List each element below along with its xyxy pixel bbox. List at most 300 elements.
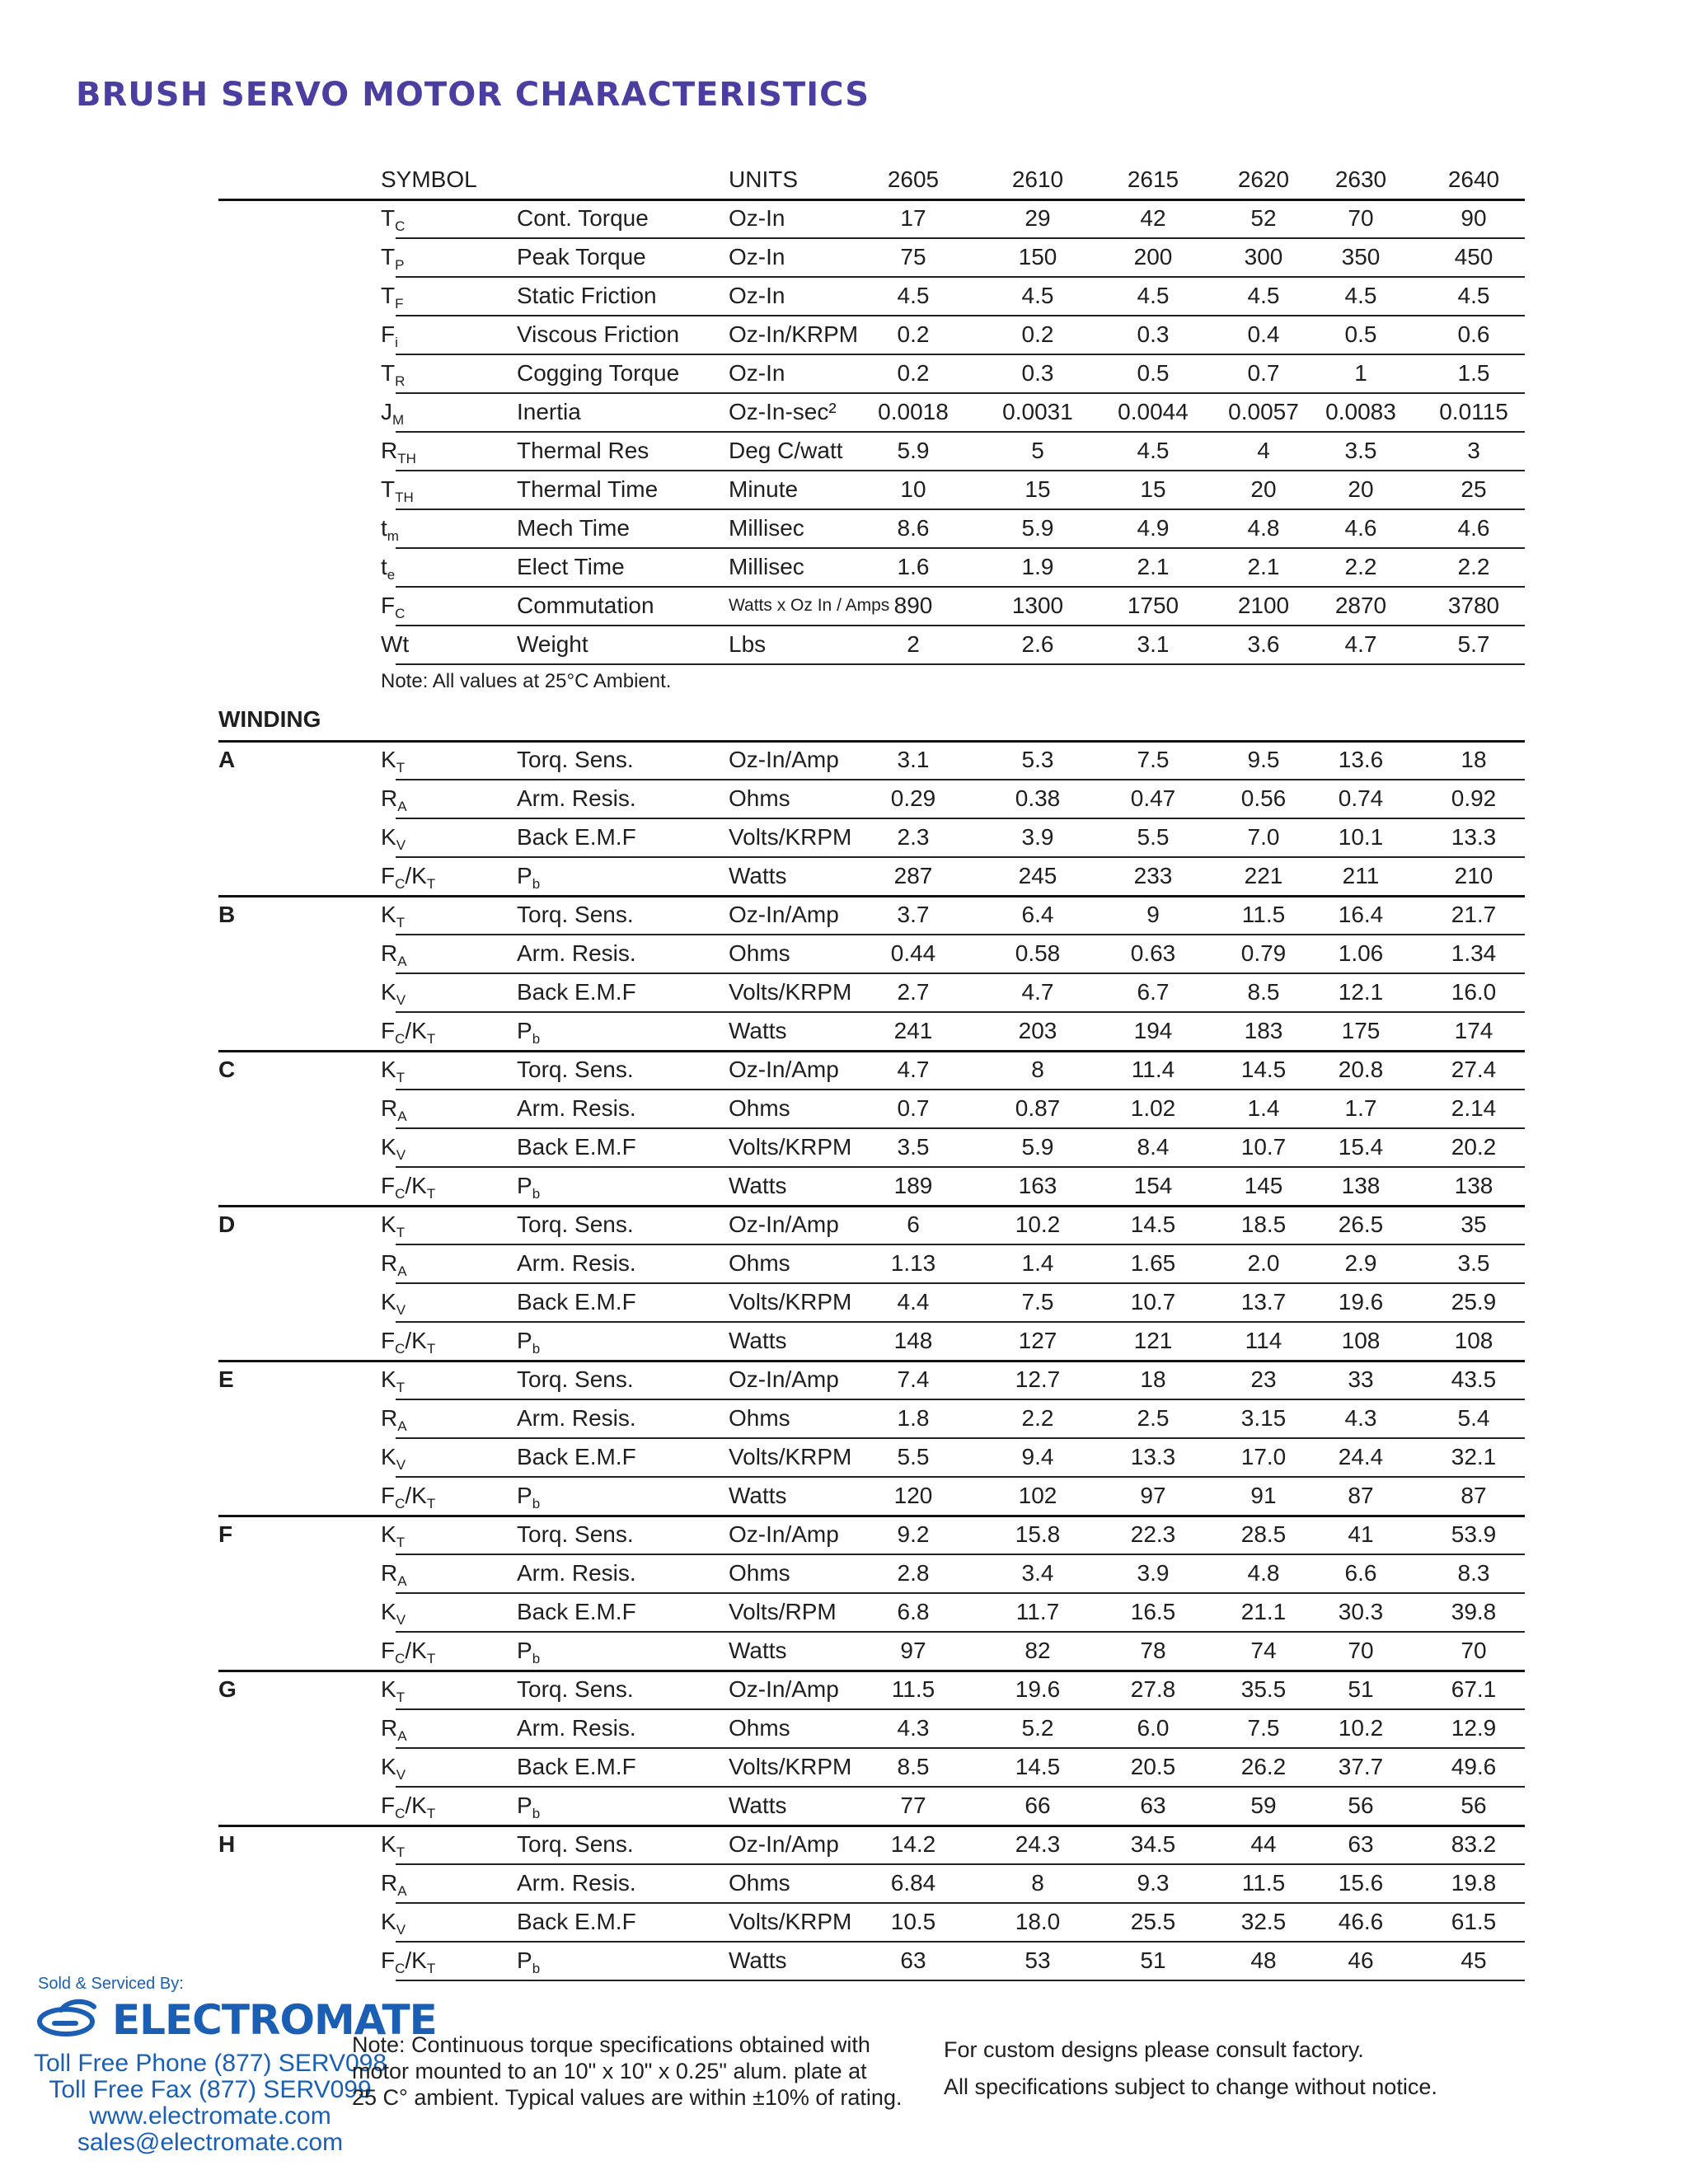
unit-cell: Oz-In/Amp <box>729 1521 839 1547</box>
symbol-main: F <box>381 321 396 347</box>
value-cell: 4.7 <box>1344 631 1377 657</box>
symbol-main: R <box>381 785 398 811</box>
ambient-note: Note: All values at 25°C Ambient. <box>381 670 672 692</box>
value-cell: 17 <box>900 205 926 231</box>
symbol-cell <box>381 818 406 856</box>
value-cell: 90 <box>1461 205 1487 231</box>
parameter-name <box>517 1902 636 1941</box>
symbol-subscript: V <box>396 992 406 1008</box>
symbol-main: K <box>381 1599 396 1624</box>
value-cell: 3.9 <box>1021 824 1054 850</box>
symbol-cell <box>381 392 404 431</box>
parameter-name <box>517 470 658 509</box>
value-cell: 24.4 <box>1338 1444 1384 1469</box>
table-row <box>0 1360 1688 1399</box>
value-cell: 11.5 <box>1241 1870 1286 1896</box>
value-cell: 17.0 <box>1240 1444 1287 1469</box>
value-cell: 108 <box>1454 1328 1493 1353</box>
symbol-cell <box>381 199 405 237</box>
symbol-cell <box>381 276 404 315</box>
value-cell: 108 <box>1341 1328 1381 1353</box>
symbol-subscript-2: T <box>426 1186 436 1202</box>
parameter-subscript: b <box>532 1341 541 1357</box>
value-cell: 2.2 <box>1344 554 1377 579</box>
symbol-subscript: V <box>396 837 406 853</box>
symbol-header: SYMBOL <box>381 166 477 192</box>
value-cell: 63 <box>1348 1831 1374 1857</box>
value-cell: 23 <box>1250 1366 1277 1392</box>
value-cell: 15.4 <box>1338 1134 1384 1160</box>
row-rule <box>396 663 1525 665</box>
value-cell: 233 <box>1133 863 1173 888</box>
winding-label: H <box>218 1831 236 1857</box>
value-cell: 6.7 <box>1137 979 1170 1005</box>
value-cell: 150 <box>1018 244 1057 269</box>
value-cell: 0.5 <box>1344 321 1377 347</box>
value-cell: 53.9 <box>1451 1521 1497 1547</box>
value-cell: 4.5 <box>897 283 930 308</box>
value-cell: 29 <box>1025 205 1051 231</box>
symbol-subscript: A <box>397 1263 407 1279</box>
unit-cell: Lbs <box>729 631 767 657</box>
unit-cell: Millisec <box>729 515 804 541</box>
table-row <box>0 1592 1688 1631</box>
symbol-main: K <box>381 1366 396 1392</box>
parameter-name <box>517 818 636 856</box>
value-cell: 19.6 <box>1015 1676 1061 1702</box>
value-cell: 13.7 <box>1240 1289 1287 1315</box>
unit-cell: Oz-In <box>729 205 785 231</box>
unit-cell: Oz-In/Amp <box>729 1366 839 1392</box>
value-cell: 18.0 <box>1015 1909 1061 1934</box>
parameter-label: P <box>517 1483 532 1508</box>
value-cell: 4.3 <box>897 1715 930 1741</box>
value-cell: 21.7 <box>1451 902 1497 927</box>
parameter-label: Torq. Sens. <box>517 1366 634 1392</box>
unit-cell: Ohms <box>729 1870 790 1896</box>
value-cell: 14.5 <box>1015 1754 1061 1779</box>
symbol-cell <box>381 509 399 547</box>
symbol-cell <box>381 1282 406 1321</box>
value-cell: 13.6 <box>1338 747 1384 772</box>
units-header: UNITS <box>729 166 798 192</box>
parameter-name <box>517 1863 636 1902</box>
value-cell: 32.5 <box>1240 1909 1287 1934</box>
symbol-cell <box>381 1515 405 1554</box>
symbol-subscript-2: T <box>426 1341 436 1357</box>
value-cell: 25.5 <box>1130 1909 1176 1934</box>
value-cell: 287 <box>893 863 933 888</box>
value-cell: 1.4 <box>1247 1095 1280 1121</box>
value-cell: 20 <box>1250 476 1277 502</box>
value-cell: 51 <box>1348 1676 1374 1702</box>
parameter-name <box>517 392 581 431</box>
unit-cell: Ohms <box>729 940 790 966</box>
table-row <box>0 1476 1688 1515</box>
symbol-subscript: V <box>396 1922 406 1938</box>
value-cell: 3.5 <box>897 1134 930 1160</box>
model-header: 2630 <box>1334 166 1387 192</box>
value-cell: 70 <box>1348 1638 1374 1663</box>
value-cell: 8 <box>1031 1870 1044 1896</box>
parameter-subscript: b <box>532 1961 541 1976</box>
symbol-main: K <box>381 1057 396 1082</box>
parameter-name <box>517 1476 540 1515</box>
symbol-cell <box>381 1631 435 1670</box>
symbol-cell <box>381 1127 406 1166</box>
unit-cell: Ohms <box>729 1250 790 1276</box>
symbol-main: K <box>381 1444 396 1469</box>
value-cell: 16.0 <box>1451 979 1497 1005</box>
value-cell: 1.65 <box>1130 1250 1176 1276</box>
parameter-name <box>517 1360 634 1399</box>
parameter-name <box>517 199 649 237</box>
value-cell: 25 <box>1461 476 1487 502</box>
value-cell: 1.13 <box>890 1250 936 1276</box>
unit-cell: Millisec <box>729 554 804 579</box>
symbol-main: R <box>381 1870 398 1896</box>
symbol-cell <box>381 1747 406 1786</box>
symbol-subscript: T <box>396 760 406 776</box>
email-link[interactable]: sales@electromate.com <box>77 2129 344 2156</box>
symbol-subscript: m <box>387 528 399 544</box>
table-row <box>0 972 1688 1011</box>
parameter-name <box>517 315 679 354</box>
unit-cell: Deg C/watt <box>729 438 843 463</box>
table-row <box>0 934 1688 972</box>
parameter-name <box>517 856 540 895</box>
value-cell: 44 <box>1250 1831 1277 1857</box>
symbol-main: K <box>381 1831 396 1857</box>
value-cell: 9.4 <box>1021 1444 1054 1469</box>
note-line: 25 C° ambient. Typical values are within ±10% of rating. <box>352 2085 903 2110</box>
symbol-main: R <box>381 1405 398 1431</box>
parameter-label: Torq. Sens. <box>517 1831 634 1857</box>
symbol-subscript: V <box>396 1457 406 1473</box>
sold-by-label: Sold & Serviced By: <box>38 1975 184 1993</box>
value-cell: 0.92 <box>1451 785 1497 811</box>
value-cell: 46.6 <box>1338 1909 1384 1934</box>
symbol-subscript: V <box>396 1612 406 1628</box>
symbol-main: F <box>381 1483 396 1508</box>
value-cell: 61.5 <box>1451 1909 1497 1934</box>
unit-cell: Watts <box>729 863 787 888</box>
symbol-main: J <box>381 399 392 424</box>
value-cell: 13.3 <box>1130 1444 1176 1469</box>
symbol-cell <box>381 1476 435 1515</box>
value-cell: 11.7 <box>1015 1599 1060 1624</box>
symbol-main: R <box>381 438 398 463</box>
winding-heading: WINDING <box>218 706 321 732</box>
unit-cell: Oz-In-sec² <box>729 399 837 424</box>
parameter-name <box>517 1515 634 1554</box>
value-cell: 0.0044 <box>1118 399 1189 424</box>
model-header: 2620 <box>1237 166 1290 192</box>
symbol-main-2: /K <box>405 863 427 888</box>
table-row <box>0 1631 1688 1670</box>
parameter-label: P <box>517 863 532 888</box>
value-cell: 87 <box>1348 1483 1374 1508</box>
value-cell: 0.2 <box>897 321 930 347</box>
unit-cell: Watts <box>729 1483 787 1508</box>
symbol-main: t <box>381 515 387 541</box>
value-cell: 10.1 <box>1338 824 1384 850</box>
symbol-main: F <box>381 1638 396 1663</box>
value-cell: 8.4 <box>1137 1134 1170 1160</box>
value-cell: 4.3 <box>1344 1405 1377 1431</box>
unit-cell: Watts <box>729 1328 787 1353</box>
parameter-name <box>517 972 636 1011</box>
value-cell: 26.5 <box>1338 1212 1384 1237</box>
table-row <box>0 1708 1688 1747</box>
symbol-subscript: T <box>396 1380 406 1395</box>
value-cell: 0.58 <box>1015 940 1061 966</box>
value-cell: 154 <box>1133 1173 1173 1198</box>
symbol-cell <box>381 1166 435 1205</box>
brand-name: ELECTROMATE <box>112 1996 437 2044</box>
parameter-label: Thermal Time <box>517 476 659 502</box>
value-cell: 43.5 <box>1451 1366 1497 1392</box>
parameter-label: Torq. Sens. <box>517 1676 634 1702</box>
value-cell: 4.7 <box>897 1057 930 1082</box>
value-cell: 14.2 <box>890 1831 936 1857</box>
unit-cell: Volts/KRPM <box>729 1444 852 1469</box>
value-cell: 350 <box>1341 244 1381 269</box>
value-cell: 11.5 <box>891 1676 935 1702</box>
parameter-label: Back E.M.F <box>517 1289 636 1315</box>
value-cell: 2.0 <box>1247 1250 1280 1276</box>
symbol-cell <box>381 740 405 779</box>
symbol-main: F <box>381 863 396 888</box>
parameter-subscript: b <box>532 876 541 892</box>
symbol-cell <box>381 354 405 392</box>
value-cell: 7.5 <box>1247 1715 1280 1741</box>
value-cell: 12.1 <box>1338 979 1384 1005</box>
symbol-main: T <box>381 476 396 502</box>
table-row <box>0 509 1688 547</box>
value-cell: 2.2 <box>1021 1405 1054 1431</box>
value-cell: 1300 <box>1011 593 1064 618</box>
symbol-subscript: A <box>397 1108 407 1124</box>
value-cell: 3.5 <box>1457 1250 1490 1276</box>
parameter-name <box>517 1941 540 1980</box>
value-cell: 82 <box>1025 1638 1051 1663</box>
unit-cell: Oz-In <box>729 244 785 269</box>
value-cell: 0.4 <box>1247 321 1280 347</box>
winding-label: E <box>218 1366 234 1392</box>
symbol-main: K <box>381 1134 396 1160</box>
value-cell: 6.84 <box>890 1870 936 1896</box>
value-cell: 19.8 <box>1451 1870 1497 1896</box>
unit-cell: Watts <box>729 1018 787 1043</box>
parameter-name <box>517 1050 634 1089</box>
symbol-main: K <box>381 1521 396 1547</box>
value-cell: 3 <box>1467 438 1480 463</box>
value-cell: 0.3 <box>1137 321 1170 347</box>
table-row <box>0 354 1688 392</box>
symbol-main-2: /K <box>405 1483 427 1508</box>
parameter-name <box>517 1399 636 1437</box>
table-row <box>0 199 1688 237</box>
value-cell: 10 <box>900 476 926 502</box>
value-cell: 127 <box>1018 1328 1057 1353</box>
custom-design-note: For custom designs please consult factory. <box>944 2037 1364 2062</box>
symbol-main: K <box>381 1289 396 1315</box>
parameter-name <box>517 1825 634 1863</box>
symbol-subscript: i <box>395 335 398 350</box>
symbol-main-2: /K <box>405 1173 427 1198</box>
symbol-cell <box>381 1825 405 1863</box>
value-cell: 241 <box>893 1018 933 1043</box>
value-cell: 0.7 <box>897 1095 930 1121</box>
value-cell: 32.1 <box>1451 1444 1497 1469</box>
parameter-name <box>517 1786 540 1825</box>
value-cell: 1.9 <box>1021 554 1054 579</box>
value-cell: 8 <box>1031 1057 1044 1082</box>
symbol-main: F <box>381 1018 396 1043</box>
parameter-label: Arm. Resis. <box>517 940 636 966</box>
value-cell: 78 <box>1140 1638 1166 1663</box>
symbol-cell <box>381 1786 435 1825</box>
symbol-cell <box>381 1244 407 1282</box>
symbol-subscript: A <box>397 799 407 814</box>
symbol-main: R <box>381 1715 398 1741</box>
value-cell: 28.5 <box>1240 1521 1287 1547</box>
parameter-label: Arm. Resis. <box>517 1560 636 1586</box>
table-row <box>0 1902 1688 1941</box>
value-cell: 0.63 <box>1130 940 1176 966</box>
value-cell: 8.5 <box>1247 979 1280 1005</box>
value-cell: 18.5 <box>1240 1212 1287 1237</box>
symbol-subscript: V <box>396 1147 406 1163</box>
parameter-name <box>517 237 646 276</box>
value-cell: 33 <box>1348 1366 1374 1392</box>
value-cell: 890 <box>893 593 933 618</box>
table-row <box>0 586 1688 625</box>
table-row <box>0 547 1688 586</box>
value-cell: 4.5 <box>1247 283 1280 308</box>
value-cell: 18 <box>1461 747 1487 772</box>
symbol-main: K <box>381 1754 396 1779</box>
table-row <box>0 740 1688 779</box>
value-cell: 11.5 <box>1241 902 1286 927</box>
value-cell: 9.5 <box>1247 747 1280 772</box>
value-cell: 42 <box>1140 205 1166 231</box>
parameter-name <box>517 1089 636 1127</box>
symbol-subscript: C <box>395 1806 406 1821</box>
value-cell: 5 <box>1031 438 1044 463</box>
value-cell: 175 <box>1341 1018 1381 1043</box>
unit-cell: Volts/KRPM <box>729 979 852 1005</box>
value-cell: 0.47 <box>1130 785 1176 811</box>
value-cell: 2.8 <box>897 1560 930 1586</box>
unit-cell: Oz-In <box>729 360 785 386</box>
parameter-label: P <box>517 1173 532 1198</box>
parameter-label: Back E.M.F <box>517 1134 636 1160</box>
value-cell: 3780 <box>1447 593 1500 618</box>
symbol-subscript: A <box>397 1883 407 1899</box>
symbol-main: K <box>381 902 396 927</box>
value-cell: 25.9 <box>1451 1289 1497 1315</box>
value-cell: 3.9 <box>1137 1560 1170 1586</box>
value-cell: 63 <box>900 1947 926 1973</box>
symbol-main: R <box>381 940 398 966</box>
value-cell: 3.15 <box>1240 1405 1287 1431</box>
parameter-name <box>517 895 634 934</box>
parameter-label: P <box>517 1638 532 1663</box>
parameter-name <box>517 1127 636 1166</box>
parameter-name <box>517 1631 540 1670</box>
value-cell: 7.0 <box>1247 824 1280 850</box>
value-cell: 1750 <box>1127 593 1179 618</box>
value-cell: 0.87 <box>1015 1095 1061 1121</box>
value-cell: 75 <box>900 244 926 269</box>
value-cell: 9.3 <box>1137 1870 1170 1896</box>
symbol-subscript: C <box>395 1496 406 1511</box>
value-cell: 0.0031 <box>1002 399 1073 424</box>
value-cell: 46 <box>1348 1947 1374 1973</box>
value-cell: 4.5 <box>1137 438 1170 463</box>
value-cell: 27.4 <box>1451 1057 1497 1082</box>
disclaimer <box>944 2032 1437 2106</box>
symbol-main: F <box>381 593 396 618</box>
value-cell: 56 <box>1461 1793 1487 1818</box>
symbol-subscript: M <box>392 412 405 428</box>
value-cell: 26.2 <box>1240 1754 1287 1779</box>
toll-free-fax: Toll Free Fax (877) SERV099 <box>49 2076 372 2103</box>
value-cell: 53 <box>1025 1947 1051 1973</box>
value-cell: 67.1 <box>1451 1676 1497 1702</box>
value-cell: 59 <box>1250 1793 1277 1818</box>
value-cell: 4.6 <box>1457 515 1490 541</box>
value-cell: 0.56 <box>1240 785 1287 811</box>
symbol-subscript: V <box>396 1302 406 1318</box>
parameter-name <box>517 276 657 315</box>
symbol-subscript: e <box>387 567 396 583</box>
parameter-label: Arm. Resis. <box>517 1870 636 1896</box>
value-cell: 35.5 <box>1240 1676 1287 1702</box>
unit-cell: Ohms <box>729 1405 790 1431</box>
value-cell: 138 <box>1454 1173 1493 1198</box>
value-cell: 0.74 <box>1338 785 1384 811</box>
table-row <box>0 1941 1688 1980</box>
value-cell: 37.7 <box>1338 1754 1384 1779</box>
table-row <box>0 431 1688 470</box>
parameter-name <box>517 1592 636 1631</box>
winding-label: A <box>218 747 236 772</box>
unit-cell: Watts x Oz In / Amps <box>729 596 890 615</box>
symbol-cell <box>381 625 409 663</box>
table-row <box>0 856 1688 895</box>
symbol-subscript: C <box>395 876 406 892</box>
unit-cell: Volts/KRPM <box>729 1289 852 1315</box>
unit-cell: Volts/RPM <box>729 1599 837 1624</box>
value-cell: 6.6 <box>1344 1560 1377 1586</box>
value-cell: 10.2 <box>1015 1212 1061 1237</box>
unit-cell: Ohms <box>729 1715 790 1741</box>
value-cell: 4.8 <box>1247 515 1280 541</box>
website-link[interactable]: www.electromate.com <box>89 2102 331 2130</box>
value-cell: 4.5 <box>1344 283 1377 308</box>
value-cell: 1.5 <box>1457 360 1490 386</box>
value-cell: 0.0018 <box>878 399 949 424</box>
parameter-label: Torq. Sens. <box>517 747 634 772</box>
value-cell: 1.8 <box>897 1405 930 1431</box>
symbol-main: K <box>381 1212 396 1237</box>
value-cell: 66 <box>1025 1793 1051 1818</box>
parameter-name <box>517 586 654 625</box>
value-cell: 14.5 <box>1130 1212 1176 1237</box>
